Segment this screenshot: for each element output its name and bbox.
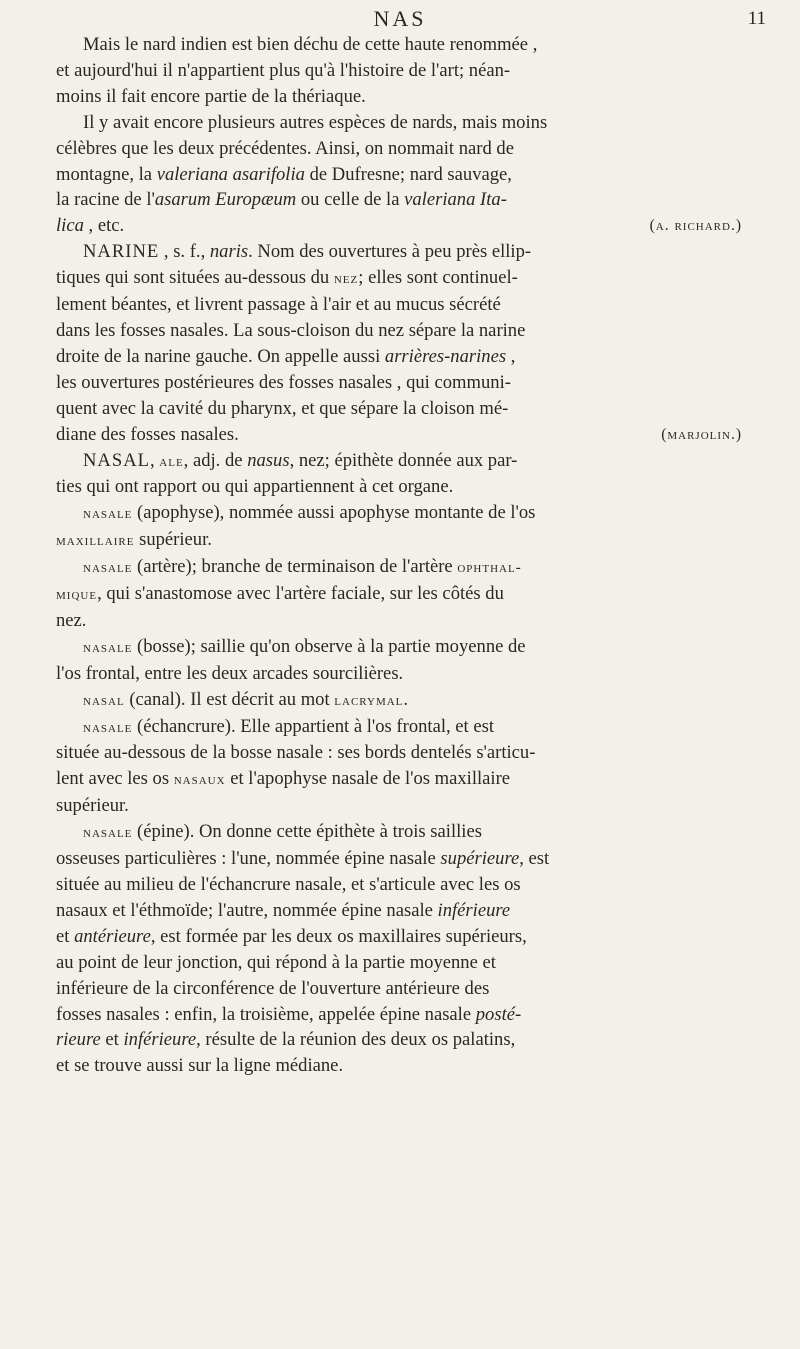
- text-line: la racine de l'asarum Europæum ou celle de la valeriana Ita-: [56, 189, 507, 211]
- text-line: au point de leur jonction, qui répond à la partie moyenne et: [56, 951, 496, 973]
- text-line: supérieur.: [56, 795, 129, 817]
- sub-entry: nasal (canal). Il est décrit au mot lacrymal.: [83, 688, 409, 710]
- text-line: ties qui ont rapport ou qui appartiennent à cet organe.: [56, 476, 454, 498]
- author-signature: (a. richard.): [649, 217, 742, 235]
- sub-entry: nasale (apophyse), nommée aussi apophyse montante de l'os: [83, 502, 536, 524]
- text-line: tiques qui sont situées au-dessous du nez; elles sont continuel-: [56, 267, 518, 289]
- text-line: Mais le nard indien est bien déchu de cette haute renommée ,: [83, 34, 538, 55]
- page-number: 11: [747, 8, 766, 29]
- text-line: et antérieure, est formée par les deux os maxillaires supérieurs,: [56, 925, 527, 947]
- text-line: et aujourd'hui il n'appartient plus qu'à l'histoire de l'art; néan-: [56, 59, 511, 81]
- running-title: NAS: [373, 6, 427, 31]
- text-line: inférieure de la circonférence de l'ouverture antérieure des: [56, 977, 490, 999]
- text-line: et se trouve aussi sur la ligne médiane.: [56, 1055, 344, 1077]
- text-line: l'os frontal, entre les deux arcades sourcilières.: [56, 662, 404, 684]
- text-line: Il y avait encore plusieurs autres espèces de nards, mais moins: [83, 111, 548, 133]
- sub-entry: nasale (échancrure). Elle appartient à l'os frontal, et est: [83, 715, 495, 737]
- sub-entry: nasale (bosse); saillie qu'on observe à la partie moyenne de: [83, 635, 526, 657]
- text-line: moins il fait encore partie de la thériaque.: [56, 85, 366, 107]
- text-line: nasaux et l'éthmoïde; l'autre, nommée épine nasale inférieure: [56, 899, 511, 921]
- text-line: fosses nasales : enfin, la troisième, appelée épine nasale posté-: [56, 1003, 522, 1025]
- dictionary-text: [56, 32, 742, 1079]
- sub-entry: nasale (épine). On donne cette épithète à trois saillies: [83, 821, 482, 843]
- text-line: osseuses particulières : l'une, nommée épine nasale supérieure, est: [56, 848, 550, 870]
- text-line: située au-dessous de la bosse nasale : ses bords dentelés s'articu-: [56, 742, 536, 764]
- entry-narine: NARINE , s. f., naris. Nom des ouvertures à peu près ellip-: [83, 241, 532, 263]
- text-line: lica , etc. (a. richard.): [56, 213, 742, 239]
- text-line: lent avec les os nasaux et l'apophyse nasale de l'os maxillaire: [56, 768, 511, 790]
- text-line: diane des fosses nasales. (marjolin.): [56, 422, 742, 448]
- author-signature: (marjolin.): [661, 425, 742, 443]
- text-line: célèbres que les deux précédentes. Ainsi, on nommait nard de: [56, 137, 514, 159]
- entry-heading: NARINE: [83, 241, 160, 263]
- entry-heading: NASAL: [83, 449, 150, 471]
- sub-entry: nasale (artère); branche de terminaison de l'artère ophthal-: [83, 556, 522, 578]
- text-line: les ouvertures postérieures des fosses nasales , qui communi-: [56, 371, 511, 393]
- text-line: maxillaire supérieur.: [56, 529, 212, 551]
- entry-nasal: NASAL, ale, adj. de nasus, nez; épithète donnée aux par-: [83, 449, 518, 471]
- text-line: montagne, la valeriana asarifolia de Dufresne; nard sauvage,: [56, 163, 512, 185]
- text-line: droite de la narine gauche. On appelle aussi arrières-narines ,: [56, 345, 516, 367]
- text-line: située au milieu de l'échancrure nasale, et s'articule avec les os: [56, 874, 521, 895]
- text-line: rieure et inférieure, résulte de la réunion des deux os palatins,: [56, 1029, 516, 1051]
- text-line: mique, qui s'anastomose avec l'artère faciale, sur les côtés du: [56, 583, 504, 605]
- text-line: quent avec la cavité du pharynx, et que sépare la cloison mé-: [56, 397, 509, 419]
- text-line: lement béantes, et livrent passage à l'air et au mucus sécrété: [56, 294, 501, 316]
- text-line: nez.: [56, 609, 87, 631]
- text-line: dans les fosses nasales. La sous-cloison du nez sépare la narine: [56, 319, 526, 341]
